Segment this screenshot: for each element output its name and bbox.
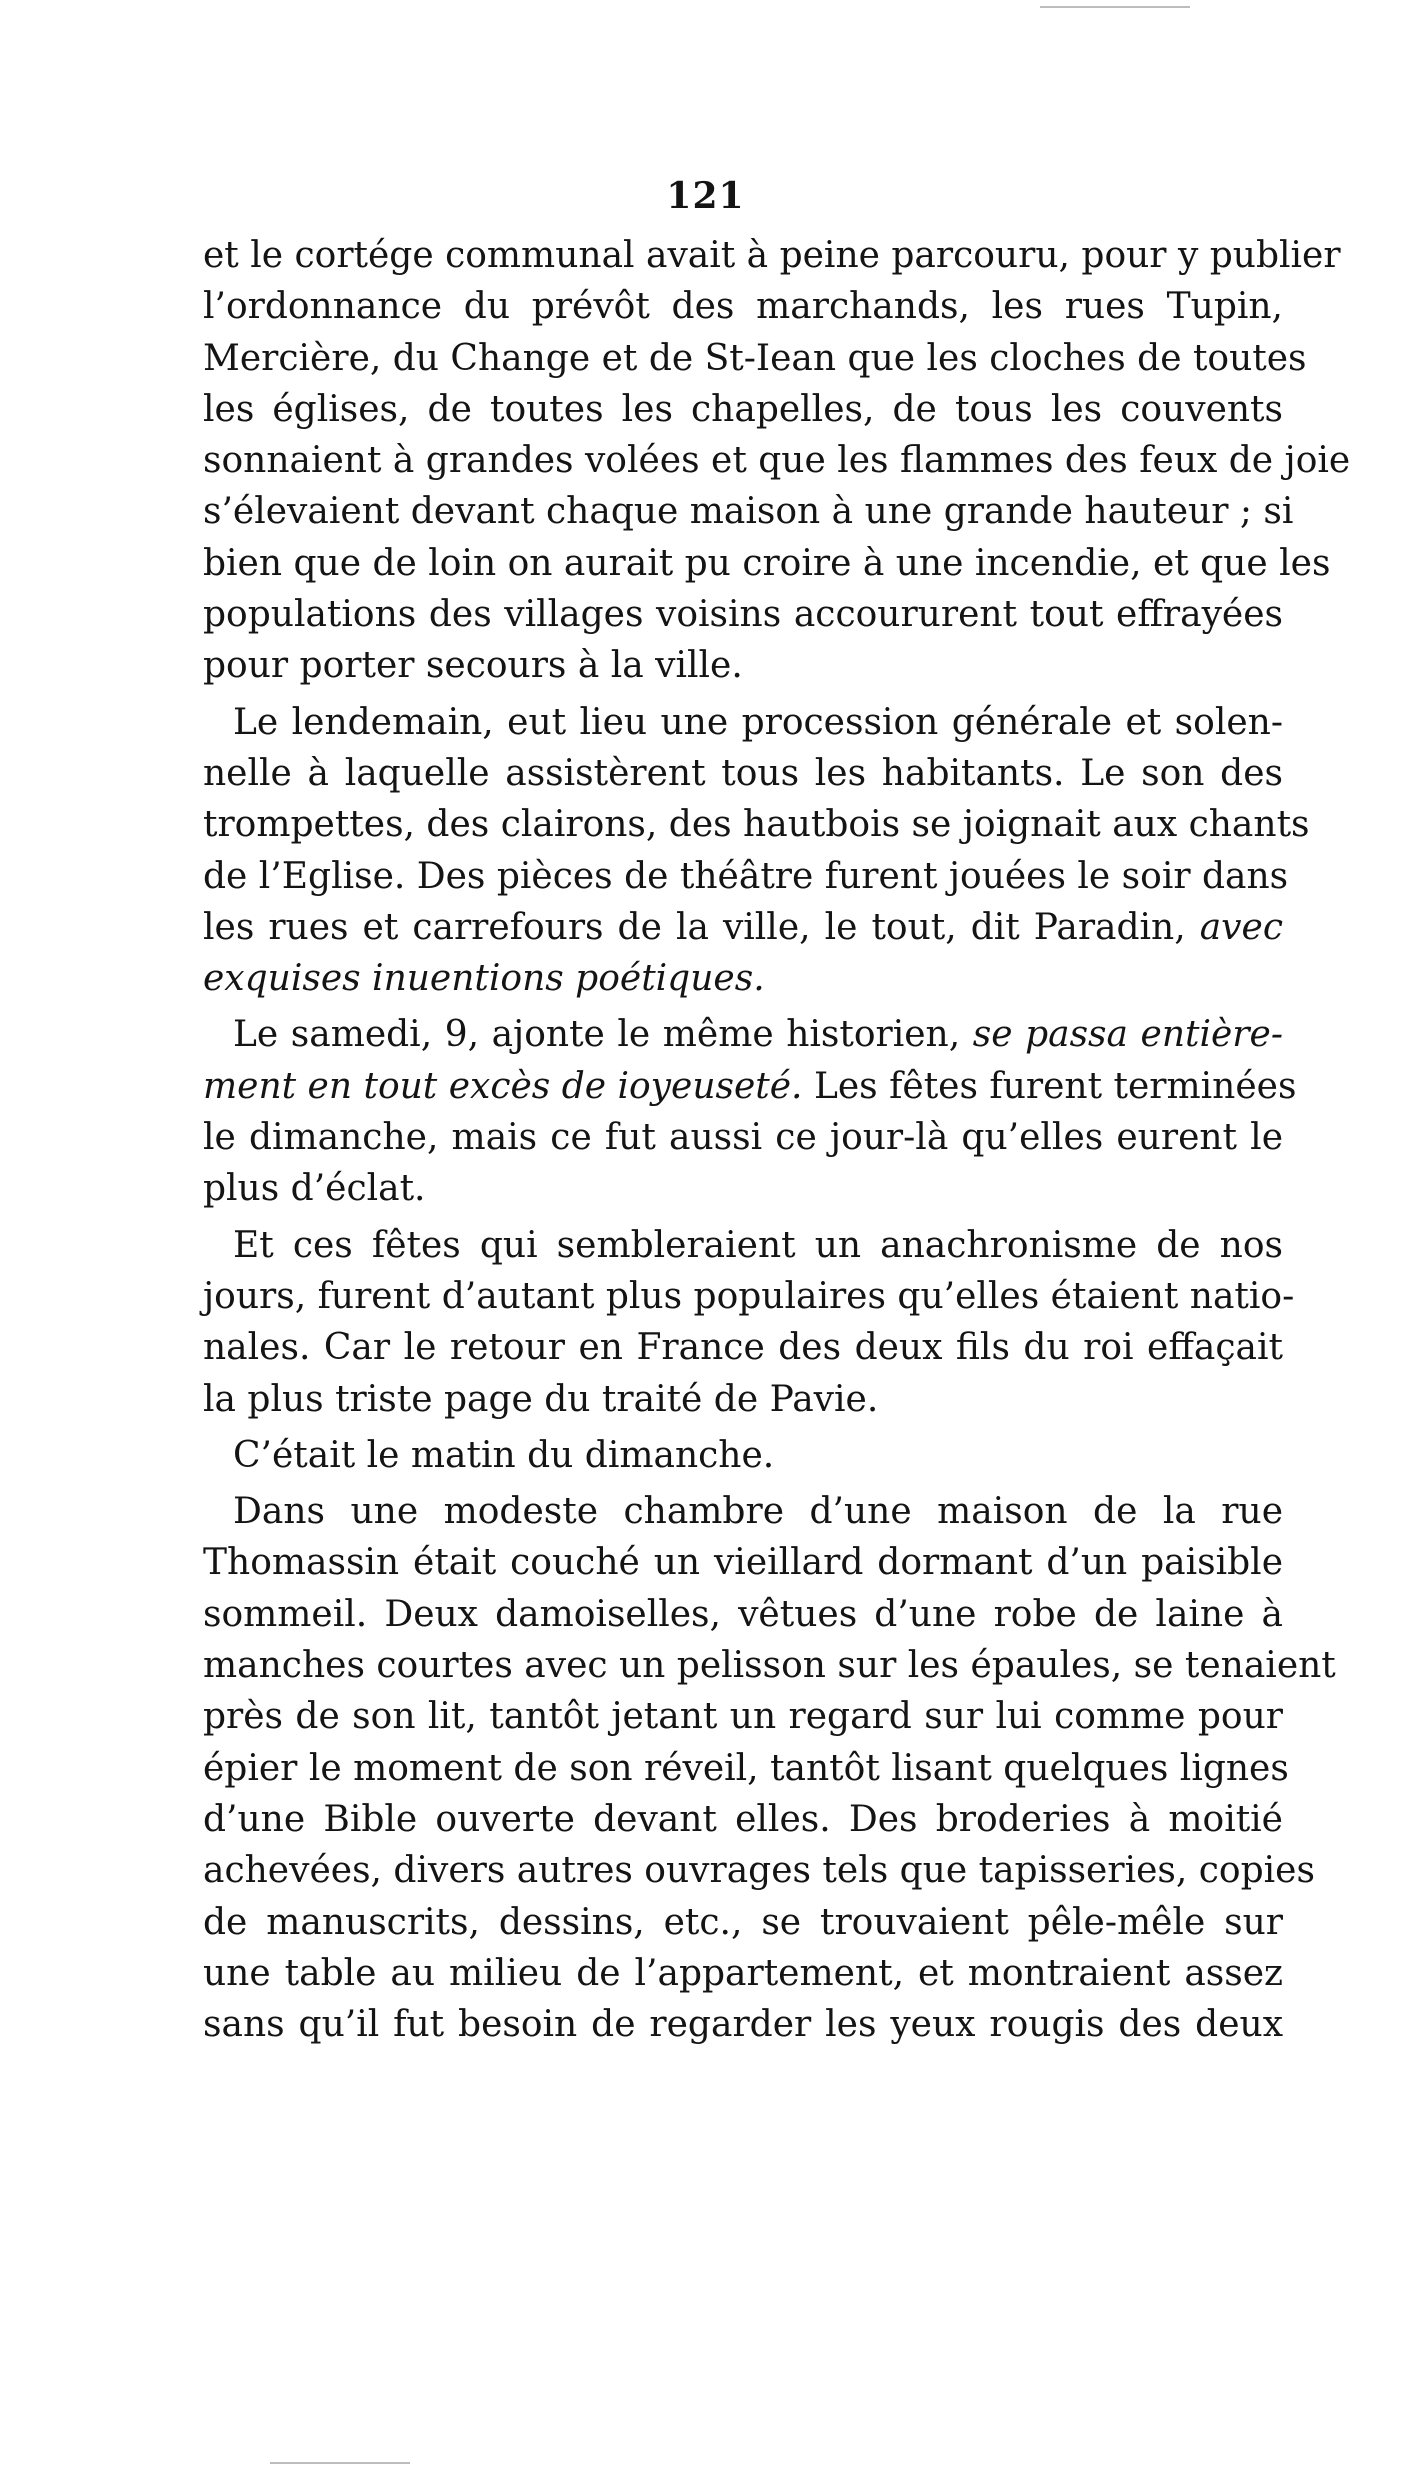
text-segment: les églises, de toutes les chapelles, de tous les couvents: [203, 388, 1283, 430]
text-segment: nelle à laquelle assistèrent tous les habitants. Le son des: [203, 752, 1283, 794]
text-line: [203, 1271, 1295, 1322]
text-segment: achevées, divers autres ouvrages tels que tapisseries, copies: [203, 1850, 1315, 1892]
text-segment: sonnaient à grandes volées et que les flammes des feux de joie: [203, 440, 1351, 482]
paragraph: [203, 230, 1351, 692]
text-segment: d’une Bible ouverte devant elles. Des broderies à moitié: [203, 1798, 1283, 1840]
text-line: [203, 1486, 1283, 1537]
page-number: 121: [666, 175, 745, 217]
text-segment: sommeil. Deux damoiselles, vêtues d’une robe de laine à: [203, 1593, 1283, 1635]
text-segment: épier le moment de son réveil, tantôt lisant quelques lignes: [203, 1747, 1289, 1789]
text-line: [203, 435, 1351, 486]
text-line: [203, 851, 1289, 902]
text-line: [203, 1430, 1283, 1481]
text-segment: C’était le matin du dimanche.: [233, 1434, 775, 1476]
text-line: [203, 1537, 1283, 1588]
text-segment: Dans une modeste chambre d’une maison de la rue: [233, 1491, 1283, 1533]
text-segment: l’ordonnance du prévôt des marchands, les rues Tupin,: [203, 286, 1283, 328]
text-line: [203, 799, 1310, 850]
text-line: [203, 486, 1294, 537]
paragraph: [203, 1430, 1283, 1481]
text-line: [203, 1112, 1283, 1163]
text-line: [203, 1948, 1283, 1999]
text-segment: Les fêtes furent terminées: [802, 1065, 1297, 1107]
text-line: [203, 902, 1283, 953]
text-segment: de l’Eglise. Des pièces de théâtre furent jouées le soir dans: [203, 855, 1289, 897]
text-segment: Et ces fêtes qui sembleraient un anachronisme de nos: [233, 1224, 1283, 1266]
italic-segment: se passa entière-: [972, 1014, 1283, 1056]
top-edge-mark: [1040, 6, 1190, 8]
text-line: [203, 1743, 1289, 1794]
text-line: [203, 1163, 1283, 1214]
text-segment: le dimanche, mais ce fut aussi ce jour-là qu’elles eurent le: [203, 1117, 1283, 1159]
text-line: [203, 953, 1283, 1004]
text-line: [203, 538, 1331, 589]
text-line: [203, 1794, 1283, 1845]
italic-segment: avec: [1199, 906, 1283, 948]
body-text: [203, 230, 1351, 2050]
text-line: [203, 1322, 1283, 1373]
paragraph: [203, 1009, 1297, 1214]
text-line: [203, 1640, 1336, 1691]
text-line: [203, 1374, 1283, 1425]
text-segment: nales. Car le retour en France des deux fils du roi effaçait: [203, 1327, 1283, 1369]
text-segment: une table au milieu de l’appartement, et montraient assez: [203, 1952, 1283, 1994]
paragraph: [203, 1486, 1336, 2050]
text-segment: Mercière, du Change et de St-Iean que les cloches de toutes: [203, 337, 1307, 379]
text-segment: manches courtes avec un pelisson sur les épaules, se tenaient: [203, 1645, 1336, 1687]
text-line: [203, 281, 1283, 332]
text-segment: bien que de loin on aurait pu croire à une incendie, et que les: [203, 542, 1331, 584]
text-line: [203, 1061, 1297, 1112]
paragraph: [203, 697, 1310, 1005]
italic-segment: ment en tout excès de ioyeuseté.: [203, 1065, 803, 1107]
text-line: [203, 1691, 1283, 1742]
text-line: [203, 1845, 1315, 1896]
text-line: [203, 640, 1283, 691]
text-segment: et le cortége communal avait à peine parcouru, pour y publier: [203, 235, 1341, 276]
text-segment: s’élevaient devant chaque maison à une grande hauteur ; si: [203, 491, 1294, 533]
text-segment: trompettes, des clairons, des hautbois se joignait aux chants: [203, 804, 1310, 846]
text-line: [203, 697, 1283, 748]
text-segment: plus d’éclat.: [203, 1168, 426, 1210]
text-segment: Thomassin était couché un vieillard dormant d’un paisible: [203, 1542, 1283, 1584]
paragraph: [203, 1220, 1295, 1425]
text-segment: jours, furent d’autant plus populaires qu’elles étaient natio-: [203, 1275, 1295, 1317]
text-line: [203, 384, 1283, 435]
text-line: [203, 1009, 1283, 1060]
text-line: [203, 589, 1283, 640]
text-segment: les rues et carrefours de la ville, le tout, dit Paradin,: [203, 906, 1200, 948]
text-line: [203, 1220, 1283, 1271]
bottom-edge-mark: [270, 2462, 410, 2464]
text-segment: Le lendemain, eut lieu une procession générale et solen-: [233, 701, 1283, 743]
text-segment: pour porter secours à la ville.: [203, 645, 743, 687]
text-segment: près de son lit, tantôt jetant un regard sur lui comme pour: [203, 1696, 1283, 1738]
text-line: [203, 230, 1341, 281]
text-segment: de manuscrits, dessins, etc., se trouvaient pêle-mêle sur: [203, 1901, 1283, 1943]
text-line: [203, 748, 1283, 799]
text-line: [203, 1999, 1283, 2050]
text-line: [203, 1897, 1283, 1948]
text-segment: la plus triste page du traité de Pavie.: [203, 1378, 879, 1420]
text-segment: populations des villages voisins accoururent tout effrayées: [203, 594, 1283, 636]
italic-segment: exquises inuentions poétiques.: [203, 958, 765, 1000]
text-segment: Le samedi, 9, ajonte le même historien,: [233, 1014, 973, 1056]
text-segment: sans qu’il fut besoin de regarder les yeux rougis des deux: [203, 2004, 1283, 2046]
text-line: [203, 1589, 1283, 1640]
text-line: [203, 333, 1307, 384]
